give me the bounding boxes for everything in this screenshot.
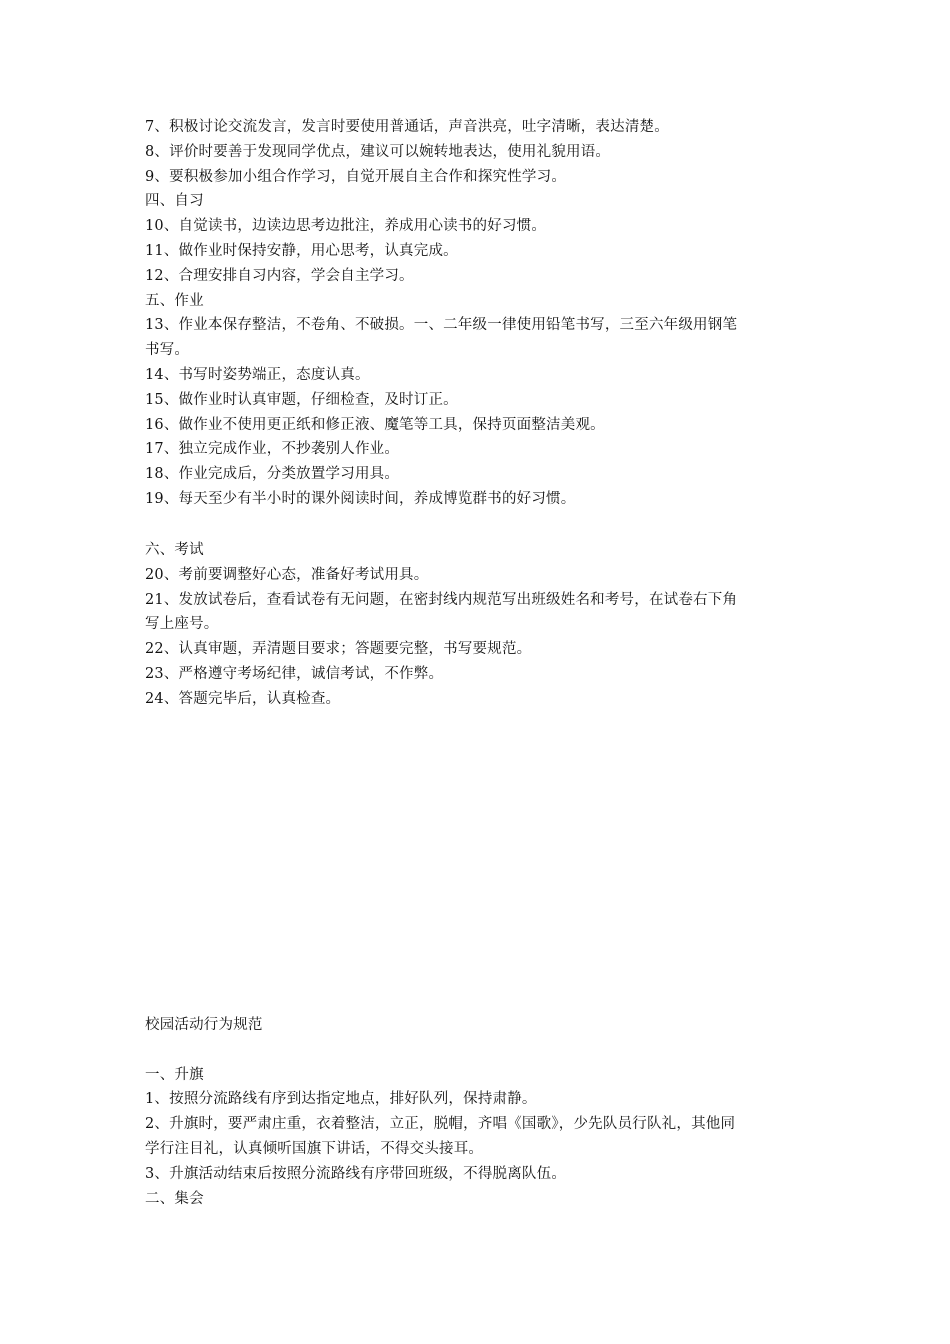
- section-title: 校园活动行为规范: [145, 1017, 263, 1033]
- section-heading-self-study: 四、自习: [145, 193, 204, 210]
- rule-line: 9、要积极参加小组合作学习，自觉开展自主合作和探究性学习。: [145, 168, 567, 185]
- rule-line-continued: 学行注目礼，认真倾听国旗下讲话，不得交头接耳。: [145, 1140, 484, 1157]
- rule-line-continued: 写上座号。: [145, 616, 219, 633]
- rule-line: 7、积极讨论交流发言，发言时要使用普通话，声音洪亮，吐字清晰，表达清楚。: [145, 119, 669, 135]
- rule-line: 19、每天至少有半小时的课外阅读时间，养成博览群书的好习惯。: [145, 490, 576, 507]
- blank-line: [145, 1038, 815, 1063]
- rule-line: 17、独立完成作业，不抄袭别人作业。: [145, 441, 400, 458]
- rule-line: 11、做作业时保持安静，用心思考，认真完成。: [145, 242, 458, 259]
- rule-line: 18、作业完成后，分类放置学习用具。: [145, 466, 400, 483]
- section-heading-homework: 五、作业: [145, 292, 204, 309]
- rule-line: 12、合理安排自习内容，学会自主学习。: [145, 267, 414, 284]
- rule-line: 20、考前要调整好心态，准备好考试用具。: [145, 566, 429, 583]
- rule-line: 2、升旗时，要严肃庄重，衣着整洁，立正，脱帽，齐唱《国歌》，少先队员行队礼，其他同: [145, 1116, 736, 1133]
- rule-line: 1、按照分流路线有序到达指定地点，排好队列，保持肃静。: [145, 1091, 537, 1108]
- exam-rules-section: [145, 538, 815, 712]
- rule-line: 8、评价时要善于发现同学优点，建议可以婉转地表达，使用礼貌用语。: [145, 143, 611, 160]
- rule-line-continued: 书写。: [145, 342, 190, 359]
- rule-line: 16、做作业不使用更正纸和修正液、魔笔等工具，保持页面整洁美观。: [145, 416, 605, 433]
- rule-line: 23、严格遵守考场纪律，诚信考试，不作弊。: [145, 665, 444, 682]
- classroom-rules-section: [145, 115, 815, 512]
- rule-line: 15、做作业时认真审题，仔细检查，及时订正。: [145, 391, 458, 408]
- rule-line: 13、作业本保存整洁，不卷角、不破损。一、二年级一律使用铅笔书写，三至六年级用钢笔: [145, 317, 738, 334]
- section-heading-exam: 六、考试: [145, 542, 204, 558]
- section-heading-assembly: 二、集会: [145, 1190, 204, 1207]
- section-heading-flag-raising: 一、升旗: [145, 1066, 204, 1083]
- rule-line: 10、自觉读书，边读边思考边批注，养成用心读书的好习惯。: [145, 218, 547, 235]
- rule-line: 24、答题完毕后，认真检查。: [145, 690, 341, 707]
- rule-line: 21、发放试卷后，查看试卷有无问题，在密封线内规范写出班级姓名和考号，在试卷右下角: [145, 591, 738, 608]
- rule-line: 14、书写时姿势端正，态度认真。: [145, 366, 370, 383]
- campus-activity-section: [145, 1013, 815, 1211]
- rule-line: 3、升旗活动结束后按照分流路线有序带回班级，不得脱离队伍。: [145, 1165, 567, 1182]
- rule-line: 22、认真审题，弄清题目要求；答题要完整，书写要规范。: [145, 641, 532, 658]
